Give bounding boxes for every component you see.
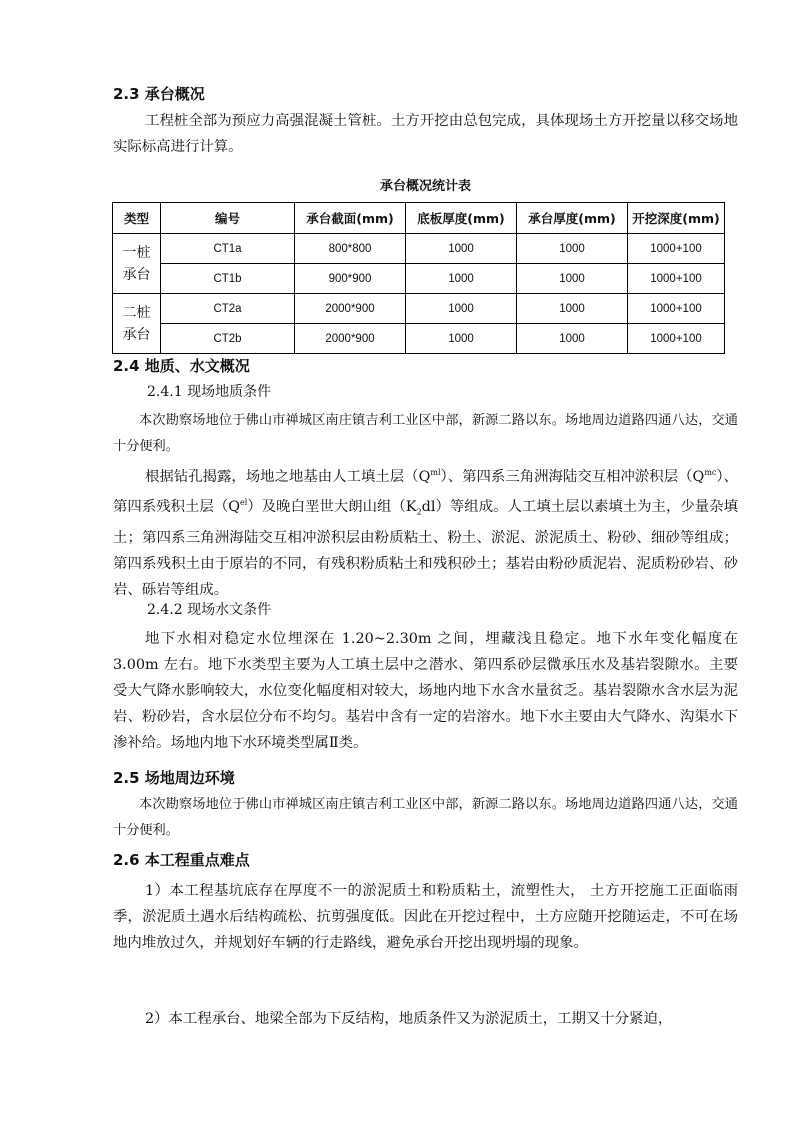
- table-header-cell: 编号: [161, 203, 295, 234]
- paragraph-difficulty-2: 2）本工程承台、地梁全部为下反结构，地质条件又为淤泥质土，工期又十分紧迫，: [145, 1011, 673, 1027]
- table-cell: 900*900: [295, 264, 406, 294]
- table-cell: 1000: [406, 234, 517, 264]
- table-header-row: [113, 203, 725, 234]
- table-cell: 1000: [406, 294, 517, 324]
- table-cell: CT1a: [161, 234, 295, 264]
- table-header-cell: 承台截面(mm): [295, 203, 406, 234]
- table-cell: 1000+100: [628, 294, 725, 324]
- table-cell: 1000+100: [628, 234, 725, 264]
- paragraph-pile-overview: 工程桩全部为预应力高强混凝土管桩。土方开挖由总包完成，具体现场土方开挖量以移交场地实际标高进行计算。: [113, 113, 738, 155]
- table-cell: 1000: [406, 264, 517, 294]
- subsection-heading-2-4-1: 2.4.1 现场地质条件: [147, 384, 272, 400]
- table-header-cell: 开挖深度(mm): [628, 203, 725, 234]
- table-cell: 1000: [517, 324, 628, 354]
- paragraph-site-location: 本次勘察场地位于佛山市禅城区南庄镇吉利工业区中部，新源二路以东。场地周边道路四通八达，交通十分便利。: [113, 413, 738, 454]
- table-cell: CT2a: [161, 294, 295, 324]
- paragraph-hydrology: 地下水相对稳定水位埋深在 1.20~2.30m 之间，埋藏浅且稳定。地下水年变化幅度在 3.00m 左右。地下水类型主要为人工填土层中之潜水、第四系砂层微承压水及基岩裂隙水。主要受大气降水影响较大，水位变化幅度相对较大，场地内地下水含水量贫乏。基岩裂隙水含水层为泥岩、粉砂岩，含水层位分布不均匀。基岩中含有一定的岩溶水。地下水主要由大气降水、沟渠水下渗补给。场地内地下水环境类型属Ⅱ类。: [113, 631, 738, 751]
- section-heading-2-6: 2.6 本工程重点难点: [113, 851, 250, 869]
- table-caption: 承台概况统计表: [379, 179, 471, 194]
- table-cell: 1000+100: [628, 264, 725, 294]
- table-cell: CT2b: [161, 324, 295, 354]
- paragraph-surroundings: 本次勘察场地位于佛山市禅城区南庄镇吉利工业区中部，新源二路以东。场地周边道路四通八达，交通十分便利。: [113, 797, 738, 838]
- section-heading-2-5: 2.5 场地周边环境: [113, 769, 235, 787]
- table-row: [113, 324, 725, 354]
- table-header-cell: 底板厚度(mm): [406, 203, 517, 234]
- section-heading-2-4: 2.4 地质、水文概况: [113, 357, 250, 375]
- table-cell: 2000*900: [295, 324, 406, 354]
- table-cell-type: 二桩承台: [113, 294, 161, 354]
- table-row: [113, 264, 725, 294]
- table-header-cell: 类型: [113, 203, 161, 234]
- table-cell-type: 一桩承台: [113, 234, 161, 294]
- subsection-heading-2-4-2: 2.4.2 现场水文条件: [147, 602, 272, 618]
- table-row: [113, 294, 725, 324]
- table-cell: 1000+100: [628, 324, 725, 354]
- paragraph-difficulty-1: 1）本工程基坑底存在厚度不一的淤泥质土和粉质粘土，流塑性大， 土方开挖施工正面临雨季，淤泥质土遇水后结构疏松、抗剪强度低。因此在开挖过程中，土方应随开挖随运走，不可在场地内堆放过久，并规划好车辆的行走路线，避免承台开挖出现坍塌的现象。: [113, 883, 738, 951]
- pile-cap-table: [112, 202, 725, 354]
- table-cell: CT1b: [161, 264, 295, 294]
- table-cell: 1000: [517, 264, 628, 294]
- table-cell: 1000: [517, 294, 628, 324]
- table-cell: 800*800: [295, 234, 406, 264]
- paragraph-geology: 根据钻孔揭露，场地之地基由人工填土层$(Q^{ml})$、第四系三角洲海陆交互相冲淤积层$(Q^{mc})$、第四系残积土层$(Q^{el})$及晚白垩世大朗山组$(K_2dl)$等组成。人工填土层以素填土为主，少量杂填土；第四系三角洲海陆交互相冲淤积层由粉质粘土、粉土、淤泥、淤泥质土、粉砂、细砂等组成；第四系残积土由于原岩的不同，有残积粉质粘土和残积砂土；基岩由粉砂质泥岩、泥质粉砂岩、砂岩、砾岩等组成。: [113, 468, 738, 599]
- table-row: [113, 234, 725, 264]
- table-cell: 1000: [517, 234, 628, 264]
- table-header-cell: 承台厚度(mm): [517, 203, 628, 234]
- section-heading-2-3: 2.3 承台概况: [113, 85, 205, 103]
- table-cell: 2000*900: [295, 294, 406, 324]
- table-cell: 1000: [406, 324, 517, 354]
